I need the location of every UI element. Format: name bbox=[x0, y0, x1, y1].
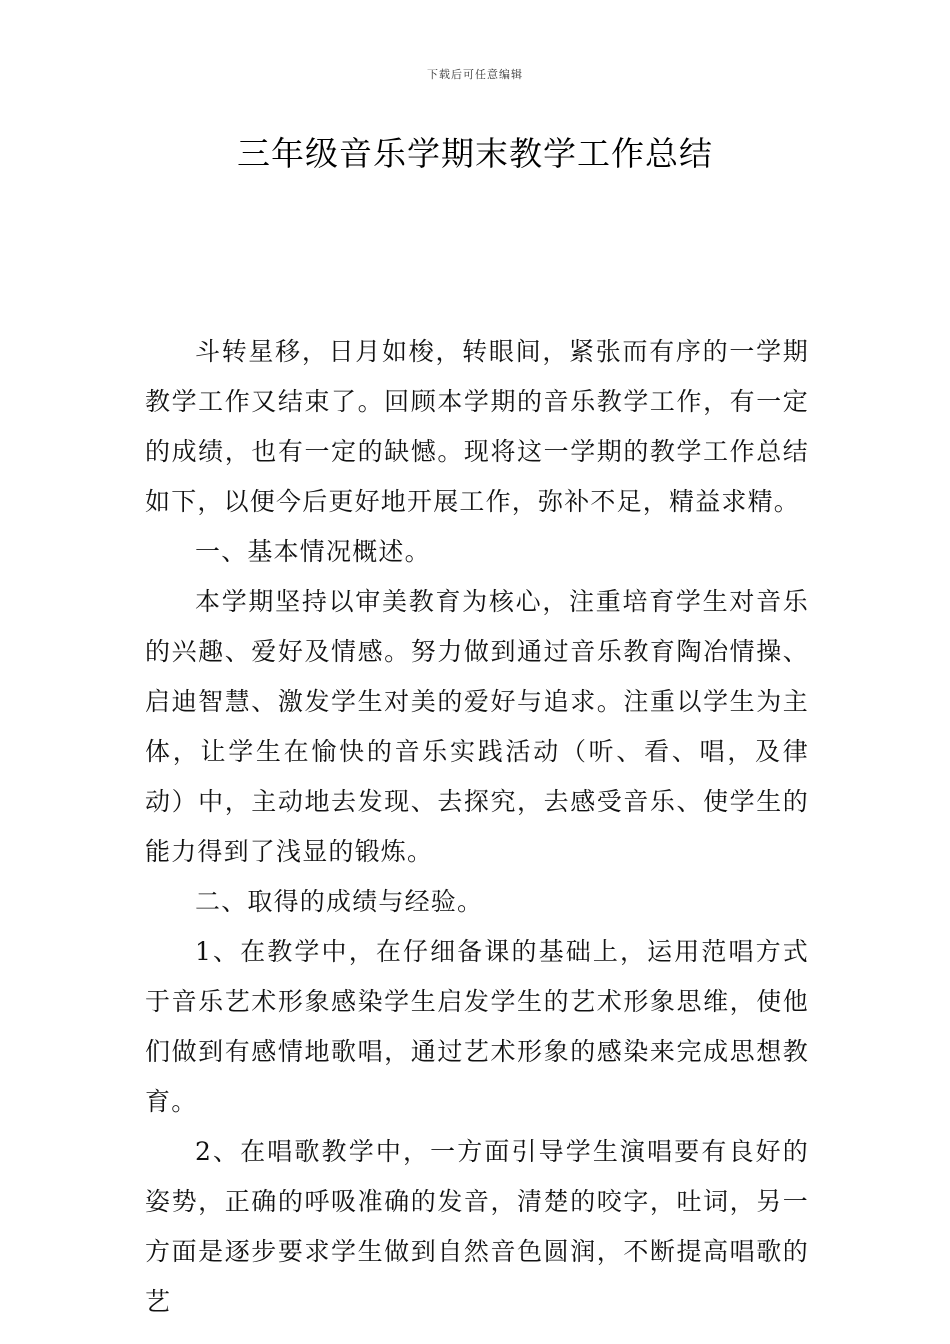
header-note: 下载后可任意编辑 bbox=[427, 68, 523, 81]
document-body bbox=[145, 327, 809, 1327]
section-heading-2: 二、取得的成绩与经验。 bbox=[195, 887, 484, 916]
paragraph-intro: 斗转星移，日月如梭，转眼间，紧张而有序的一学期教学工作又结束了。回顾本学期的音乐教学工作，有一定的成绩，也有一定的缺憾。现将这一学期的教学工作总结如下，以便今后更好地开展工作，弥补不足，精益求精。 bbox=[145, 337, 809, 516]
paragraph-point-1: 1、在教学中，在仔细备课的基础上，运用范唱方式于音乐艺术形象感染学生启发学生的艺术形象思维，使他们做到有感情地歌唱，通过艺术形象的感染来完成思想教育。 bbox=[145, 937, 809, 1116]
paragraph-point-2: 2、在唱歌教学中，一方面引导学生演唱要有良好的姿势，正确的呼吸准确的发音，清楚的咬字，吐词，另一方面是逐步要求学生做到自然音色圆润，不断提高唱歌的艺 bbox=[145, 1137, 809, 1316]
section-heading-1: 一、基本情况概述。 bbox=[195, 537, 431, 566]
paragraph-overview: 本学期坚持以审美教育为核心，注重培育学生对音乐的兴趣、爱好及情感。努力做到通过音乐教育陶冶情操、启迪智慧、激发学生对美的爱好与追求。注重以学生为主体，让学生在愉快的音乐实践活动（听、看、唱，及律动）中，主动地去发现、去探究，去感受音乐、使学生的能力得到了浅显的锻炼。 bbox=[145, 587, 809, 866]
document-title: 三年级音乐学期末教学工作总结 bbox=[237, 134, 713, 173]
